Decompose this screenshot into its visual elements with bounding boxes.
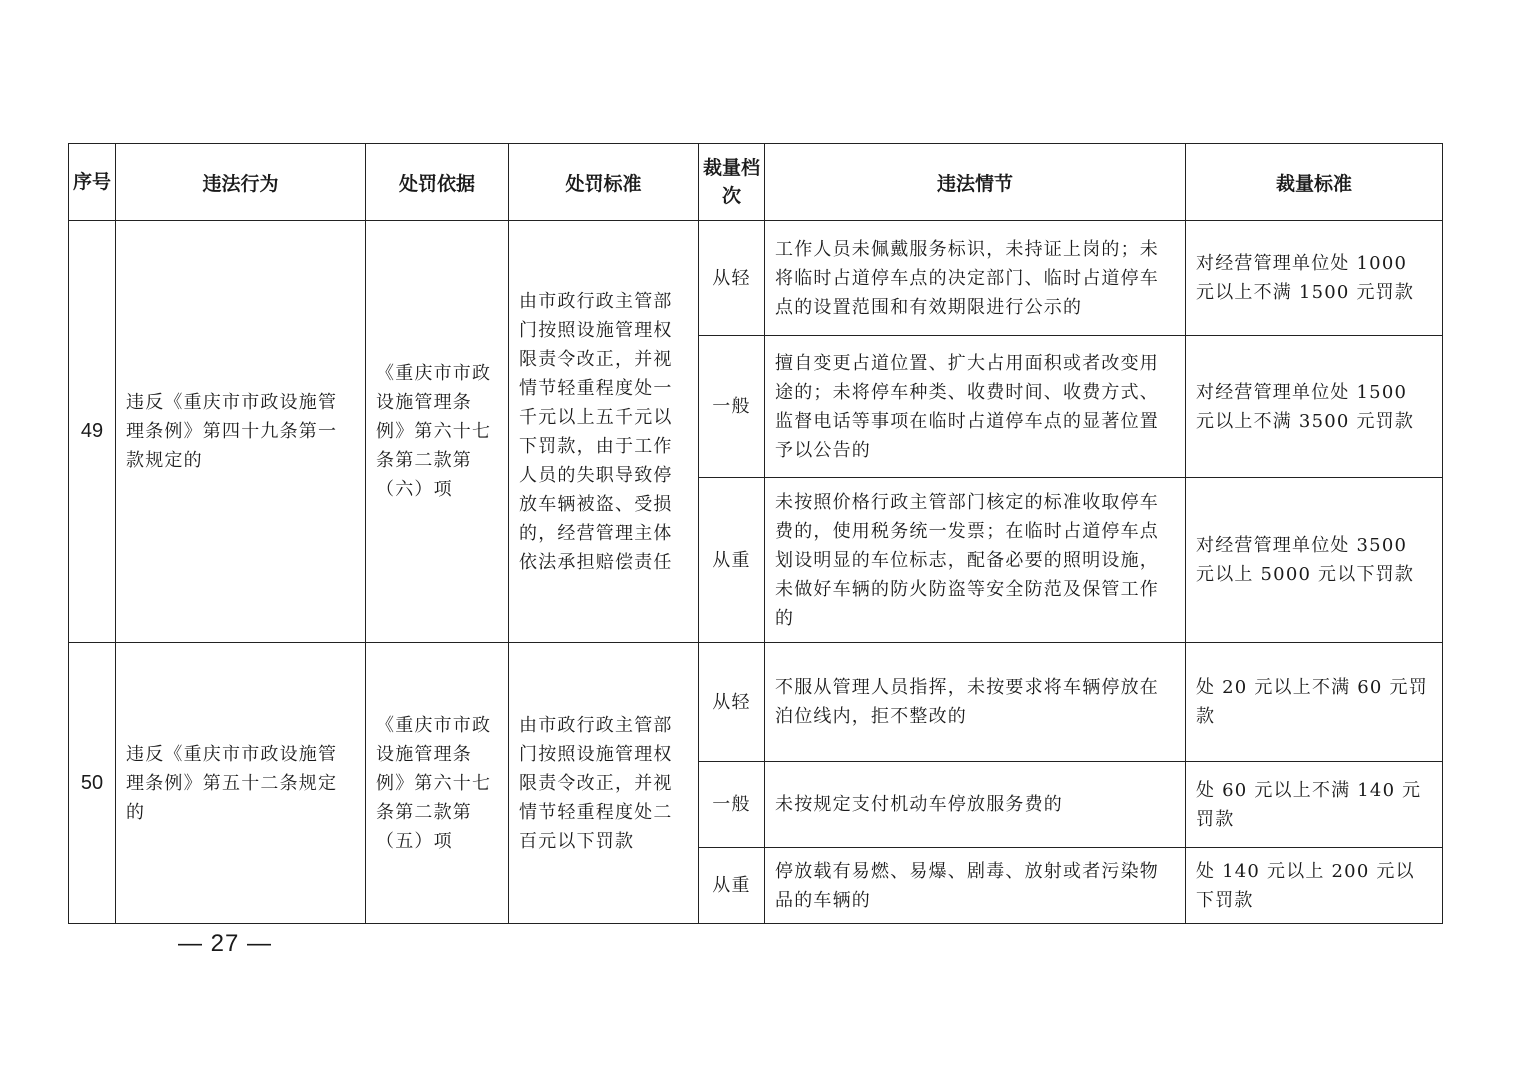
row-basis: 《重庆市市政设施管理条例》第六十七条第二款第（五）项 <box>366 643 509 924</box>
header-circumstance: 违法情节 <box>765 144 1186 221</box>
circumstance-cell: 不服从管理人员指挥，未按要求将车辆停放在泊位线内，拒不整改的 <box>765 643 1186 762</box>
header-row <box>69 144 1443 221</box>
row-seq: 50 <box>69 643 116 924</box>
discretion-cell: 对经营管理单位处 3500 元以上 5000 元以下罚款 <box>1186 478 1443 643</box>
table-row <box>69 221 1443 336</box>
circumstance-cell: 擅自变更占道位置、扩大占用面积或者改变用途的；未将停车种类、收费时间、收费方式、监督电话等事项在临时占道停车点的显著位置予以公告的 <box>765 336 1186 478</box>
circumstance-cell: 工作人员未佩戴服务标识，未持证上岗的；未将临时占道停车点的决定部门、临时占道停车点的设置范围和有效期限进行公示的 <box>765 221 1186 336</box>
row-basis: 《重庆市市政设施管理条例》第六十七条第二款第（六）项 <box>366 221 509 643</box>
header-standard: 处罚标准 <box>509 144 699 221</box>
row-standard: 由市政行政主管部门按照设施管理权限责令改正，并视情节轻重程度处二百元以下罚款 <box>509 643 699 924</box>
level-cell: 从重 <box>699 478 765 643</box>
header-seq: 序号 <box>69 144 116 221</box>
row-behavior: 违反《重庆市市政设施管理条例》第五十二条规定的 <box>116 643 366 924</box>
circumstance-cell: 停放载有易燃、易爆、剧毒、放射或者污染物品的车辆的 <box>765 848 1186 924</box>
discretion-cell: 对经营管理单位处 1000 元以上不满 1500 元罚款 <box>1186 221 1443 336</box>
header-discretion: 裁量标准 <box>1186 144 1443 221</box>
discretion-cell: 处 140 元以上 200 元以下罚款 <box>1186 848 1443 924</box>
page-number: — 27 — <box>178 930 273 957</box>
level-cell: 从轻 <box>699 643 765 762</box>
header-basis: 处罚依据 <box>366 144 509 221</box>
header-behavior: 违法行为 <box>116 144 366 221</box>
discretion-cell: 处 60 元以上不满 140 元罚款 <box>1186 762 1443 848</box>
level-cell: 一般 <box>699 336 765 478</box>
discretion-cell: 处 20 元以上不满 60 元罚款 <box>1186 643 1443 762</box>
row-seq: 49 <box>69 221 116 643</box>
row-behavior: 违反《重庆市市政设施管理条例》第四十九条第一款规定的 <box>116 221 366 643</box>
level-cell: 从轻 <box>699 221 765 336</box>
table-row <box>69 643 1443 762</box>
circumstance-cell: 未按规定支付机动车停放服务费的 <box>765 762 1186 848</box>
level-cell: 从重 <box>699 848 765 924</box>
circumstance-cell: 未按照价格行政主管部门核定的标准收取停车费的，使用税务统一发票；在临时占道停车点划设明显的车位标志，配备必要的照明设施，未做好车辆的防火防盗等安全防范及保管工作的 <box>765 478 1186 643</box>
level-cell: 一般 <box>699 762 765 848</box>
row-standard: 由市政行政主管部门按照设施管理权限责令改正，并视情节轻重程度处一千元以上五千元以下罚款，由于工作人员的失职导致停放车辆被盗、受损的，经营管理主体依法承担赔偿责任 <box>509 221 699 643</box>
discretion-cell: 对经营管理单位处 1500 元以上不满 3500 元罚款 <box>1186 336 1443 478</box>
penalty-discretion-table <box>68 143 1443 924</box>
header-level: 裁量档次 <box>699 144 765 221</box>
